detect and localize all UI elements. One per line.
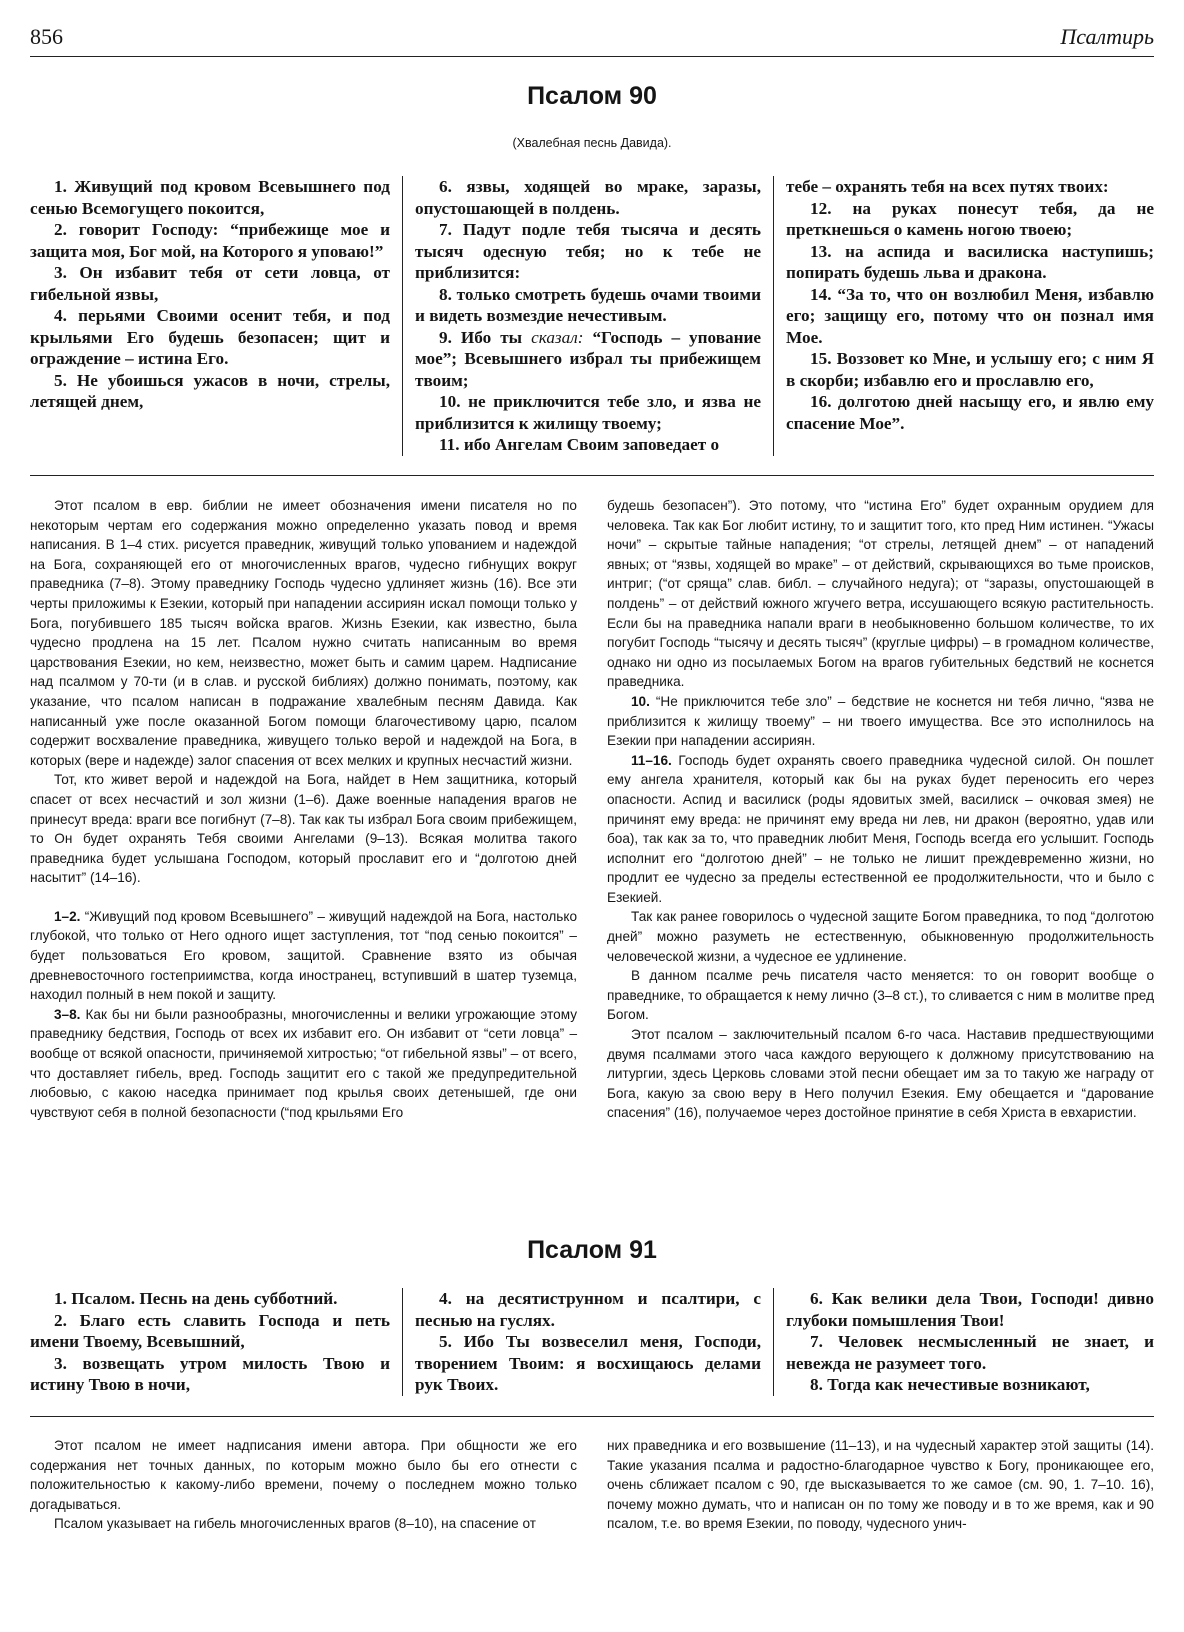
- commentary-paragraph: В данном псалме речь писателя часто меняется: то он говорит вообще о праведнике, то обращается к нему лично (3–8 ст.), то сливается с ним в молитве пред Богом.: [607, 968, 1154, 1023]
- verse: 4. на десятиструнном и псалтири, с песнью на гуслях.: [415, 1289, 761, 1330]
- verse: 8. только смотреть будешь очами твоими и видеть возмездие нечестивым.: [415, 284, 761, 325]
- page-number: 856: [30, 24, 63, 49]
- psalm-90-verses: [30, 176, 1154, 456]
- verse: 3. возвещать утром милость Твою и истину Твою в ночи,: [30, 1353, 390, 1394]
- commentary-paragraph: 3–8. Как бы ни были разнообразны, многочисленны и велики угрожающие этому праведнику бедствия, Господь от всех их избавит его. Он избавит от “сети ловца” – вообще от всякой опасности, причиняемой хитростью; “от гибельной язвы” – от всего, что доставляет гибель, вред. Господь защитит его с такой же предупредительной любовью, с какою наседка принимает под крылья своих детенышей, где они чувствуют себя в полной безопасности (“под крыльями Его: [30, 1006, 577, 1120]
- running-title: Псалтирь: [1060, 24, 1154, 49]
- page-header: [30, 22, 1154, 57]
- verse: 15. Воззовет ко Мне, и услышу его; с ним Я в скорби; избавлю его и прославлю его,: [786, 349, 1154, 390]
- verse: 10. не приключится тебе зло, и язва не приблизится к жилищу твоему;: [415, 392, 761, 433]
- commentary-paragraph: Псалом указывает на гибель многочисленных врагов (8–10), на спасение от: [54, 1516, 536, 1532]
- commentary-paragraph: них праведника и его возвышение (11–13), и на чудесный характер этой защиты (14). Такие указания псалма и радостно-благодарное чувство к Богу, проникающее его, очень сближает псалом с 90, где высказывается то же самое (см. 90, 1. 7–10. 16), почему можно думать, что и написан он по тому же поводу и в то же время, как и 90 псалом, т.е. во время Езекии, по поводу, чудесного унич-: [607, 1438, 1154, 1532]
- verse: 5. Не убоишься ужасов в ночи, стрелы, летящей днем,: [30, 370, 390, 411]
- verse-reference: 10.: [631, 693, 650, 709]
- verse: 16. долготою дней насыщу его, и явлю ему спасение Мое”.: [786, 392, 1154, 433]
- commentary-paragraph: Так как ранее говорилось о чудесной защите Богом праведника, то под “долготою дней” можно разуметь не естественную, обыкновенную продолжительность человеческой жизни, а чудесное ее удлинение.: [607, 909, 1154, 964]
- commentary-left-column: [30, 1436, 577, 1534]
- commentary-left-column: [30, 496, 577, 1123]
- section-divider: [30, 475, 1154, 476]
- verse-9-emphasis: сказал:: [531, 327, 584, 347]
- verse: 3. Он избавит тебя от сети ловца, от гибельной язвы,: [30, 263, 390, 304]
- verse-column-1: [30, 176, 402, 456]
- verse-reference: 1–2.: [54, 908, 81, 924]
- commentary-right-column: [607, 1436, 1154, 1534]
- psalm-90-title: Псалом 90: [527, 82, 657, 110]
- commentary-paragraph: Этот псалом – заключительный псалом 6-го часа. Наставив предшествующими двумя псалмами этого часа каждого верующего к должному присутствованию на литургии, здесь Церковь словами этой песни обещает им за то такую же награду от Бога, какую за свою веру в Него получил Езекия. Ему обещается и “дарование спасения” (16), получаемое через достойное принятие в себя Христа в евхаристии.: [607, 1027, 1154, 1121]
- verse: 8. Тогда как нечестивые возникают,: [810, 1375, 1090, 1394]
- psalm-91-verses: [30, 1288, 1154, 1396]
- psalm-91-commentary: [30, 1436, 1154, 1534]
- verse: 14. “За то, что он возлюбил Меня, избавлю его; защищу его, потому что он познал имя Мое.: [786, 284, 1154, 347]
- verse: 1. Живущий под кровом Всевышнего под сенью Всемогущего покоится,: [30, 177, 390, 218]
- verse: [415, 327, 761, 392]
- verse-column-3: [774, 176, 1154, 456]
- commentary-paragraph: будешь безопасен”). Это потому, что “истина Его” будет охранным орудием для человека. Так как Бог любит истину, то и защитит того, кто пред Ним истинен. “Ужасы ночи” – скрытые тайные нападения; “от стрелы, летящей днем” – от нападений явных; от “язвы, ходящей во мраке” – от действий, скрывающихся во тьме происков, интриг; (“от сряща” слав. библ. – случайного недуга); от “заразы, опустошающей в полдень” – от действий южного жгучего ветра, иссушающего всякую растительность. Если бы на праведника напали враги в необыкновенно большом количестве, то их погубит Господь “тысячу и десять тысяч” (круглые цифры) – в громадном количестве, однако ни одно из посылаемых Богом на врагов губительных бедствий не коснется праведника.: [607, 498, 1154, 690]
- verse: 5. Ибо Ты возвеселил меня, Господи, творением Твоим: я восхищаюсь делами рук Твоих.: [415, 1332, 761, 1394]
- commentary-paragraph: Тот, кто живет верой и надеждой на Бога, найдет в Нем защитника, который спасет от всех несчастий и зол жизни (1–6). Даже военные нападения врагов не принесут вреда: враги все погибнут (7–8). Так как ты избрал Бога своим прибежищем, то Он будет охранять Тебя своими Ангелами (9–13). Всякая молитва такого праведника будет услышана Господом, который прославит его и “долготою дней насытит” (14–16).: [30, 772, 577, 886]
- psalm-90-subtitle: (Хвалебная песнь Давида).: [512, 136, 672, 150]
- verse-column-3: [774, 1288, 1154, 1396]
- commentary-right-column: [607, 496, 1154, 1123]
- verse: 2. Благо есть славить Господа и петь имени Твоему, Всевышний,: [30, 1310, 390, 1351]
- verse: 6. Как велики дела Твои, Господи! дивно глубоки помышления Твои!: [786, 1289, 1154, 1330]
- commentary-paragraph: 10. “Не приключится тебе зло” – бедствие не коснется ни тебя лично, “язва не приблизится к жилищу твоему” – ни твоего имущества. Все это исполнилось на Езекии при нападении ассириян.: [607, 693, 1155, 749]
- verse: 11. ибо Ангелам Своим заповедает о: [439, 435, 720, 454]
- commentary-paragraph: Этот псалом в евр. библии не имеет обозначения имени писателя но по некоторым чертам его содержания можно определенно указать повод и время написания. В 1–4 стих. рисуется праведник, живущий только упованием и надеждой на Бога, сохраняющей его от многочисленных врагов, чудесно гибнущих вокруг праведника (7–8). Этому праведнику Господь чудесно удлиняет жизнь (16). Все эти черты приложимы к Езекии, который при нападении ассириян искал помощи только у Бога, погубившего 185 тысяч войска врагов. Жизнь Езекии, как известно, была чудесно продлена на 15 лет. Псалом нужно считать написанным во время царствования Езекии, но кем, неизвестно, может быть и самим царем. Надписание над псалмом у 70-ти (и в слав. и русской библиях) должно понимать, поэтому, как указание, что псалом написан в подражание хвалебным песням Давида. Как написанный уже после оказанной Богом помощи благочестивому царю, псалом содержит восхваление праведника, живущего только верой и надеждой на Бога, в которых (вере и надежде) залог спасения от всех мелких и крупных несчастий жизни.: [30, 498, 577, 768]
- verse-reference: 3–8.: [54, 1006, 81, 1022]
- verse: тебе – охранять тебя на всех путях твоих:: [786, 177, 1109, 196]
- verse-reference: 11–16.: [631, 752, 672, 768]
- verse: 6. язвы, ходящей во мраке, заразы, опустошающей в полдень.: [415, 177, 761, 218]
- verse: 7. Падут подле тебя тысяча и десять тысяч одесную тебя; но к тебе не приблизится:: [415, 220, 761, 282]
- verse: 7. Человек несмысленный не знает, и невежда не разумеет того.: [786, 1332, 1154, 1373]
- verse-column-2: [402, 1288, 774, 1396]
- verse-column-2: [402, 176, 774, 456]
- verse-column-1: [30, 1288, 402, 1396]
- verse: 1. Псалом. Песнь на день субботний.: [54, 1289, 338, 1308]
- verse: 4. перьями Своими осенит тебя, и под крыльями Его будешь безопасен; щит и ограждение – истина Его.: [30, 306, 390, 368]
- verse-9-start: 9. Ибо ты: [439, 327, 523, 347]
- psalm-91-title: Псалом 91: [527, 1236, 657, 1264]
- commentary-paragraph: 1–2. “Живущий под кровом Всевышнего” – живущий надеждой на Бога, настолько глубокой, что только от Него одного ищет заступления, тот “под сенью покоится” – будет пользоваться Его кровом, защитой. Сравнение взято из обычая древневосточного гостеприимства, когда иностранец, вступивший в шатер туземца, находил полный в нем покой и защиту.: [30, 908, 578, 1003]
- section-divider: [30, 1416, 1154, 1417]
- commentary-paragraph: 11–16. Господь будет охранять своего праведника чудесной силой. Он пошлет ему ангела хранителя, который как бы на руках будет переносить его через опасности. Аспид и василиск (роды ядовитых змей, василиск – очковая змея) не причинят ему вреда: не причинят ему вреда ни лев, ни дракон (вероятно, удав или боа), так как за то, что праведник любит Меня, Господь всегда его услышит. Господь исполнит его “долготою дней” – не только не лишит преждевременно жизни, но продлит ее чудесно за пределы естественной ее продолжительности, что и было с Езекией.: [607, 752, 1154, 905]
- psalm-90-commentary: [30, 496, 1154, 1123]
- verse-9-end: “Господь – упование мое”; Всевышнего избрал ты прибежищем твоим;: [415, 327, 762, 390]
- commentary-paragraph: Этот псалом не имеет надписания имени автора. При общности же его содержания нет точных данных, по которым можно было бы его отнести с положительностью к какому-либо времени, почему о последнем можно только догадываться.: [30, 1438, 577, 1512]
- verse: 12. на руках понесут тебя, да не преткнешься о камень ногою твоею;: [786, 198, 1154, 239]
- verse: 2. говорит Господу: “прибежище мое и защита моя, Бог мой, на Которого я уповаю!”: [30, 220, 390, 261]
- verse: 13. на аспида и василиска наступишь; попирать будешь льва и дракона.: [786, 241, 1154, 282]
